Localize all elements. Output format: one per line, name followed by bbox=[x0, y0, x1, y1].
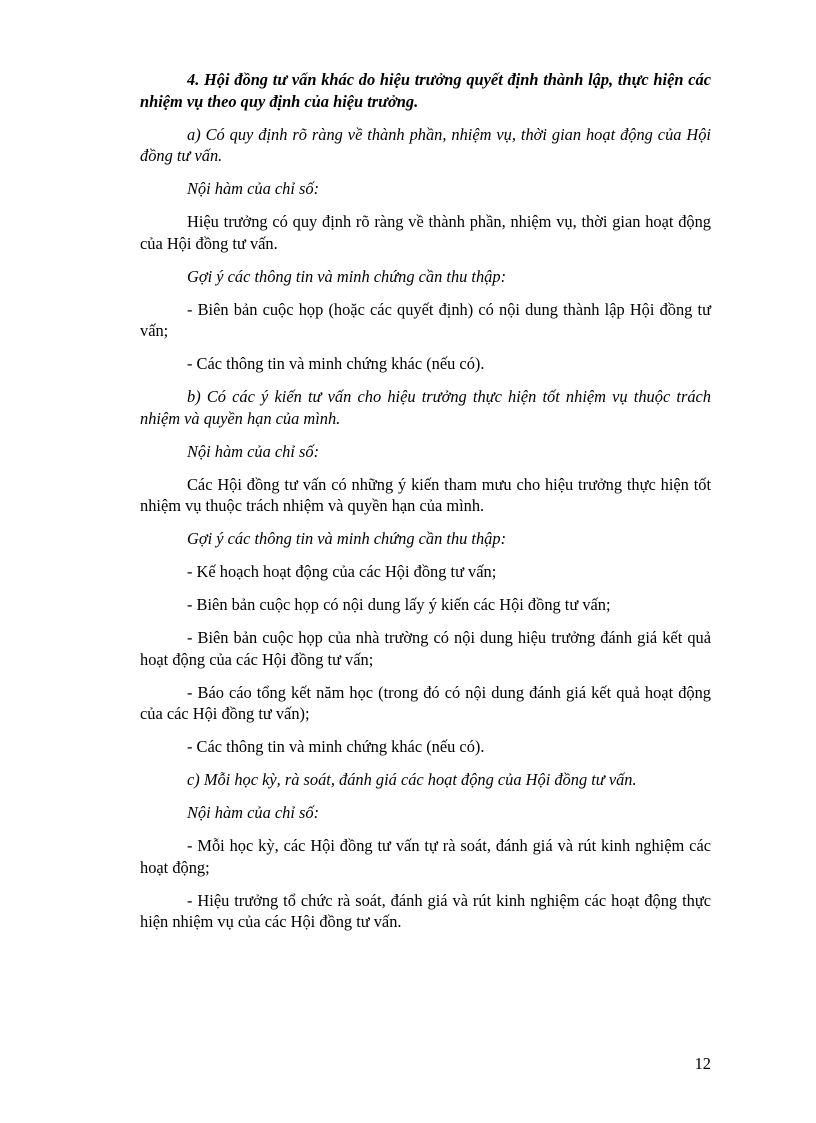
list-item: - Biên bản cuộc họp có nội dung lấy ý kiến các Hội đồng tư vấn; bbox=[187, 595, 611, 614]
list-item: - Báo cáo tổng kết năm học (trong đó có nội dung đánh giá kết quả hoạt động của các Hội đồng tư vấn); bbox=[140, 682, 711, 723]
list-item: - Kế hoạch hoạt động của các Hội đồng tư vấn; bbox=[187, 562, 497, 581]
document-body bbox=[140, 69, 711, 944]
page-number: 12 bbox=[694, 1054, 711, 1073]
list-item: - Biên bản cuộc họp của nhà trường có nội dung hiệu trưởng đánh giá kết quả hoạt động của các Hội đồng tư vấn; bbox=[140, 628, 711, 669]
body-paragraph: Các Hội đồng tư vấn có những ý kiến tham mưu cho hiệu trưởng thực hiện tốt nhiệm vụ thuộc trách nhiệm và quyền hạn của mình. bbox=[140, 474, 711, 515]
evidence-suggestion-label: Gợi ý các thông tin và minh chứng cần thu thập: bbox=[187, 266, 507, 286]
section-heading: 4. Hội đồng tư vấn khác do hiệu trưởng quyết định thành lập, thực hiện các nhiệm vụ theo quy định của hiệu trưởng. bbox=[140, 70, 711, 111]
indicator-meaning-label: Nội hàm của chỉ số: bbox=[187, 179, 320, 198]
list-item: - Mỗi học kỳ, các Hội đồng tư vấn tự rà soát, đánh giá và rút kinh nghiệm các hoạt động; bbox=[140, 836, 711, 877]
evidence-suggestion-label: Gợi ý các thông tin và minh chứng cần thu thập: bbox=[187, 529, 507, 548]
indicator-meaning-label: Nội hàm của chỉ số: bbox=[187, 441, 320, 461]
list-item: - Các thông tin và minh chứng khác (nếu có). bbox=[187, 354, 485, 373]
list-item: - Các thông tin và minh chứng khác (nếu có). bbox=[187, 737, 485, 756]
list-item: - Hiệu trưởng tổ chức rà soát, đánh giá và rút kinh nghiệm các hoạt động thực hiện nhiệm vụ của các Hội đồng tư vấn. bbox=[140, 890, 711, 931]
body-paragraph: Hiệu trưởng có quy định rõ ràng về thành phần, nhiệm vụ, thời gian hoạt động của Hội đồng tư vấn. bbox=[140, 212, 711, 253]
indicator-meaning-label: Nội hàm của chỉ số: bbox=[187, 803, 320, 822]
criterion-b-title: b) Có các ý kiến tư vấn cho hiệu trưởng thực hiện tốt nhiệm vụ thuộc trách nhiệm và quyền hạn của mình. bbox=[140, 387, 711, 428]
criterion-c-title: c) Mỗi học kỳ, rà soát, đánh giá các hoạt động của Hội đồng tư vấn. bbox=[187, 770, 637, 789]
list-item: - Biên bản cuộc họp (hoặc các quyết định) có nội dung thành lập Hội đồng tư vấn; bbox=[140, 299, 711, 340]
criterion-a-title: a) Có quy định rõ ràng về thành phần, nhiệm vụ, thời gian hoạt động của Hội đồng tư vấn. bbox=[140, 124, 711, 165]
